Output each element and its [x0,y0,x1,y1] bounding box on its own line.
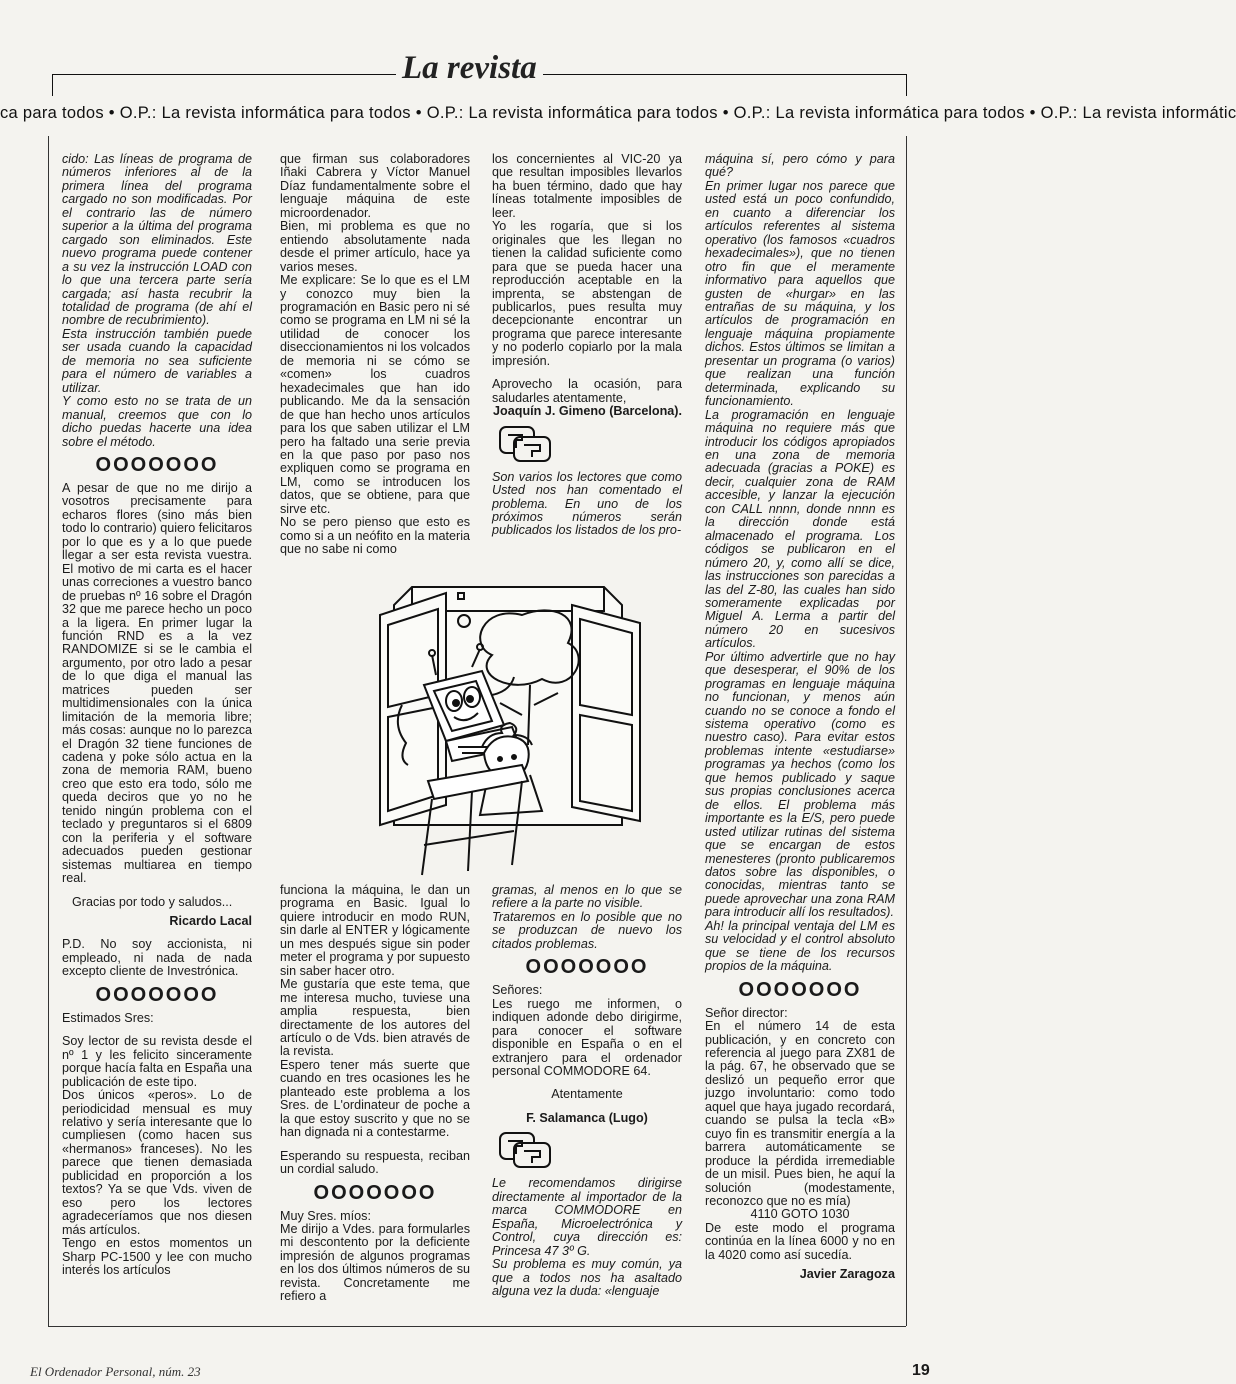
frame-left [48,136,49,1326]
robot-window-illustration [372,575,644,881]
separator: OOOOOOO [95,453,219,476]
code-line: 4110 GOTO 1030 [750,1207,850,1222]
letter-greeting: Señor director: [705,1005,788,1020]
editor-reply: Ah! la principal ventaja del LM es su velocidad y el control absoluto que se tiene de los recursos propios de la máquina. [705,918,895,974]
letter-text: funciona la máquina, le dan un programa en Basic. Igual lo quiere introducir en modo RUN, sin darle al ENTER y lógicamente un mes después sigue sin poder meter el programa y por supuesto sin saber hacer otro. [280,883,470,978]
column-4 [705,153,895,1282]
editor-reply: Son varios los lectores que como Usted nos han comentado el problema. En uno de los próximos números serán publicados los listados de los pro- [492,469,682,538]
separator: OOOOOOO [95,983,219,1006]
letter-text: que firman sus colaboradores Iñaki Cabrera y Víctor Manuel Díaz fundamentalmente sobre el lenguaje máquina de este microordenador. [280,152,470,220]
editor-reply: gramas, al menos en lo que se refiere a la parte no visible. [492,883,682,911]
editor-reply: En primer lugar nos parece que usted está un poco confundido, en cuanto a diferenciar los artículos referentes al sistema operativo (los famosos «cuadros hexadecimales»), que no tienen otro fin que el meramente informativo para aquellos que gusten de «hurgar» en las entrañas de su máquina, y los artículos de programación en lenguaje máquina propiamente dichos. Estos últimos se limitan a presentar un programa (o varios) que realizan una función determinada, explicando su funcionamiento. [705,178,895,409]
letter-closing: Atentamente [551,1087,623,1102]
editor-reply: Por último advertirle que no hay que desesperar, el 90% de los programas en lenguaje máquina no funcionan, y menos aún cuando no se conoce a fondo el sistema operativo (como es nuestro caso). Para evitar estos problemas intente «estudiarse» programas ya hechos (como los que hemos publicado y saque sus propias conclusiones acerca de ellos. El problema más importante es la E/S, pero puede usted utilizar rutinas del sistema que se encargan de estos menesteres (pronto publicaremos datos sobre las disponibles, o conocidas, mientras tanto se puede aprovechar una zona RAM para introducir allí los resultados). [705,649,895,920]
letter-text: Soy lector de su revista desde el nº 1 y les felicito sinceramente porque hacía falta en España una publicación de este tipo. [62,1034,252,1089]
letter-text: No se pero pienso que esto es como si a un neófito en la materia que no sabe ni como [280,515,470,557]
letter-text: Me explicare: Se lo que es el LM y conozco muy bien la programación en Basic pero ni sé como se programa en LM ni sé la utilidad de conocer los diseccionamientos ni los volcados de memoria ni se cómo se «comen» los cuadros hexadecimales que han ido publicando. Me da la sensación de que han hecho unos artículos para los que saben utilizar el LM pero ha faltado una serie previa en la que paso por paso nos expliquen como se programa en LM, como se introducen los datos, que se obtiene, para que sirve etc. [280,273,470,516]
letter-signature: Ricardo Lacal [169,914,252,929]
letter-postscript: P.D. No soy accionista, ni empleado, ni nada de nada excepto cliente de Investrónica. [62,937,252,979]
letter-closing: Aprovecho la ocasión, para saludarles atentamente, [492,377,682,405]
separator: OOOOOOO [738,978,862,1001]
page-number: 19 [912,1362,930,1379]
letter-text: Bien, mi problema es que no entiendo absolutamente nada desde el primer artículo, hace ya varios meses. [280,219,470,274]
frame-bottom [48,1326,906,1327]
letter-text: A pesar de que no me dirijo a vosotros precisamente para echaros flores (sino más bien todo lo contrario) quiero felicitaros por lo que es y a lo que puede llegar a ser esta revista vuestra. El motivo de mi carta es el hacer unas correciones a vuestro banco de pruebas nº 16 sobre el Dragón 32 que me parece hecho un poco a la ligera. En primer lugar la función RND es a la vez RANDOMIZE si se le cambia el argumento, por otro lado a pesar de lo que diga el manual las matrices pueden ser multidimensionales con la única limitación de la memoria libre; más cosas: aunque no lo parezca el Dragón 32 tiene funciones de cadena y poke sólo actua en la zona de memoria RAM, bueno creo que esto era todo, sólo me queda deciros que yo no he tenido ningún problema con el teclado y preguntaros si el 6809 con la periferia y el software adecuados pueden gestionar sistemas multiarea en tiempo real. [62,480,252,886]
letter-text: En el número 14 de esta publicación, y en concreto con referencia al juego para ZX81 de la pág. 67, he observado que se deslizó un pequeño error que juzgo involuntario: como todo aquel que haya jugado recordará, cuando se pulsa la tecla «B» cuyo fin es transmitir energía a la barrera automáticamente se produce la pérdida irremediable de un misil. Pues bien, he aquí la solución (modestamente, reconozco que no es mía) [705,1019,895,1208]
letter-greeting: Señores: [492,983,543,998]
header-ticker: ca para todos • O.P.: La revista informática para todos • O.P.: La revista informática para todos • O.P.: La revista informática para todos • O.P.: La revista informátic [0,104,1236,122]
editor-reply: cido: Las líneas de programa de números inferiores al de la primera línea del programa cargado no son modificadas. Por el contrario las de número superior a la última del programa cargado son eliminados. Este nuevo programa puede contener a su vez la instrucción LOAD con lo que una tercera parte sería cargada; así hasta recubrir la totalidad de programa (de ahí el nombre de recubrimiento). [62,152,252,328]
section-title: La revista [396,50,543,87]
editor-reply: Le recomendamos dirigirse directamente al importador de la marca COMMODORE en España, Microelectrónica y Control, cuya dirección es: Princesa 47 3º G. [492,1176,682,1258]
letter-greeting: Muy Sres. míos: [280,1208,371,1223]
publisher-logo-icon [498,1131,554,1171]
frame-right [906,136,907,1326]
editor-reply: Su problema es muy común, ya que a todos nos ha asaltado alguna vez la duda: «lenguaje [492,1257,682,1298]
editor-reply: máquina sí, pero cómo y para qué? [705,152,895,180]
column-3-top [492,153,682,538]
footer-publication: El Ordenador Personal, núm. 23 [30,1364,201,1379]
editor-reply: Y como esto no se trata de un manual, creemos que con lo dicho puedas hacerte una idea sobre el método. [62,394,252,449]
letter-closing: Esperando su respuesta, reciban un cordial saludo. [280,1148,470,1177]
letter-text: Yo les rogaría, que si los originales que les llegan no tienen la calidad suficiente como para que se pueda hacer una reproducción aceptable en la imprenta, se abstengan de publicarlos, pues resulta muy decepcionante encontrar un programa que parece interesante y no poderlo copiarlo por la mala impresión. [492,219,682,368]
column-2-bottom [280,884,470,1304]
letter-signature: Javier Zaragoza [799,1267,895,1282]
letter-text: Dos únicos «peros». Lo de periodicidad mensual es muy relativo y sería interesante que lo cumpliesen (como hacen sus «hermanos» franceses). No les parece que tienen demasiada publicidad en proporción a los textos? Ya se que Vds. viven de eso pero los lectores agradeceríamos que nos diesen más artículos. [62,1088,252,1237]
editor-reply: Trataremos en lo posible que no se produzcan de nuevo los citados problemas. [492,909,682,951]
letter-text: los concernientes al VIC-20 ya que resultan imposibles llevarlos ha buen término, dado que hay líneas totalmente imposibles de leer. [492,152,682,220]
letter-text: Me dirijo a Vdes. para formularles mi descontento por la deficiente impresión de algunos programas en los dos últimos números de su revista. Concretamente me refiero a [280,1221,470,1304]
column-2-top [280,153,470,557]
letter-text: Espero tener más suerte que cuando en tres ocasiones les he planteado este problema a los Sres. de L'ordinateur de poche a la que estoy suscrito y que no se han dignada ni a contestarme. [280,1057,470,1140]
header-rule-left [52,74,53,96]
column-1 [62,153,252,1277]
letter-signature: F. Salamanca (Lugo) [526,1110,648,1125]
letter-text: De este modo el programa continúa en la línea 6000 y no en la 4020 como así sucedía. [705,1220,895,1262]
editor-reply: La programación en lenguaje máquina no requiere más que introducir los códigos apropiados en una zona de memoria adecuada (gracias a POKE) es decir, cualquier zona de RAM accesible, y lanzar la ejecución con CALL nnnn, donde nnnn es la dirección donde está almacenado el programa. Los códigos se publicaron en el número 20, y, como allí se dice, las instrucciones son parecidas a las del Z-80, las cuales han sido someramente explicadas por Miguel A. Lerma a partir del número 20 en sucesivos artículos. [705,407,895,651]
separator: OOOOOOO [525,956,649,979]
letter-text: Me gustaría que este tema, que me interesa mucho, tuviese una amplia respuesta, bien directamente de los autores del artículo o de Vds. bien através de la revista. [280,977,470,1059]
publisher-logo-icon [498,425,554,465]
letter-signature: Joaquín J. Gimeno (Barcelona). [493,404,682,419]
letter-greeting: Estimados Sres: [62,1010,154,1025]
editor-reply: Esta instrucción también puede ser usada cuando la capacidad de memoria no sea suficiente para el número de variables a utilizar. [62,326,252,395]
letter-text: Tengo en estos momentos un Sharp PC-1500 y lee con mucho interés los artículos [62,1236,252,1277]
header-rule-right [906,74,907,96]
separator: OOOOOOO [313,1181,437,1204]
letter-closing: Gracias por todo y saludos... [72,894,233,909]
column-3-bottom [492,884,682,1298]
letter-text: Les ruego me informen, o indiquen adonde debo dirigirme, para conocer el software disponible en España o en el extranjero para el ordenador personal COMMODORE 64. [492,996,682,1078]
